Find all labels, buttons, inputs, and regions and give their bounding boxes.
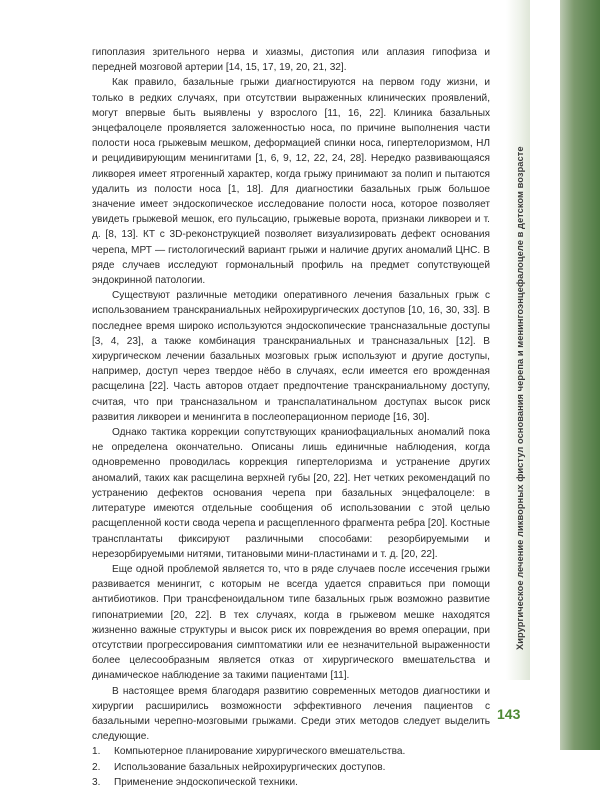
list-item xyxy=(92,744,490,759)
paragraph: Еще одной проблемой является то, что в ряде случаев после иссечения грыжи развивается менингит, с которым не всегда удается справиться при помощи антибиотиков. При трансфеноидальном типе базальных грыж возможно развитие гипонатриемии [20, 22]. В тех случаях, когда в грыжевом мешке находятся жизненно важные структуры и высок риск их повреждения во время операции, при отсутствии прогрессирования симптоматики или ее незначительной выраженности более целесообразным является отказ от хирургического вмешательства и динамическое наблюдение за такими пациентами [11]. xyxy=(92,563,490,682)
page-number: 143 xyxy=(497,706,521,722)
page-body xyxy=(92,45,490,790)
green-edge-band xyxy=(560,0,600,750)
list-number: 2. xyxy=(92,761,101,773)
running-title: Хирургическое лечение ликворных фистул основания черепа и менингоэнцефалоцеле в детском возрасте xyxy=(515,146,525,650)
list-text: Применение эндоскопической техники. xyxy=(114,776,298,788)
methods-list xyxy=(92,744,490,790)
list-item xyxy=(92,760,490,775)
list-number: 3. xyxy=(92,776,101,788)
list-text: Использование базальных нейрохирургических доступов. xyxy=(114,761,386,773)
paragraph: В настоящее время благодаря развитию современных методов диагностики и хирургии расширились возможности эффективного лечения пациентов с базальными черепно-мозговыми грыжами. Среди этих методов следует выделить следующие. xyxy=(92,685,490,743)
paragraph: Как правило, базальные грыжи диагностируются на первом году жизни, и только в редких случаях, при отсутствии выраженных клинических проявлений, могут впервые быть выявлены у взрослого [11, 16, 22]. Клиника базальных энцефалоцеле проявляется заложенностью носа, по причине выполнения части полости носа грыжевым мешком, деформацией спинки носа, гипертелоризмом, НЛ и рецидивирующим менингитами [1, 6, 9, 12, 22, 24, 28]. Нередко развивающаяся ликворея имеет ятрогенный характер, когда грыжу принимают за полип и пытаются удалить из полости носа [1, 18]. Для диагностики базальных грыж большое значение имеет эндоскопическое исследование полости носа, которое позволяет увидеть грыжевой мешок, его пульсацию, грыжевые ворота, признаки ликвореи и т. д. [8, 13]. КТ с 3D-реконструкцией позволяет визуализировать дефект основания черепа, МРТ — гистологический вариант грыжи и наличие других аномалий ЦНС. В ряде случаев исследуют гормональный профиль на предмет сопутствующей эндокринной патологии. xyxy=(92,77,490,287)
list-number: 1. xyxy=(92,746,101,758)
paragraph: Существуют различные методики оперативного лечения базальных грыж с использованием транскраниальных нейрохирургических доступов [10, 16, 30, 33]. В последнее время широко используются эндоскопические трансназальные доступы [3, 4, 23], а также комбинация транскраниальных и трансназальных [12]. В хирургическом лечении базальных мозговых грыж используют и другие доступы, например, доступ через твердое нёбо в случаях, если имеется его врожденная расщелина [22]. Часть авторов отдает предпочтение транскраниальному доступу, считая, что при трансназальном и транспалатинальном доступах высок риск развития ликвореи и менингита в послеоперационном периоде [16, 30]. xyxy=(92,290,490,423)
paragraph: гипоплазия зрительного нерва и хиазмы, дистопия или аплазия гипофиза и передней мозговой артерии [14, 15, 17, 19, 20, 21, 32]. xyxy=(92,47,490,74)
paragraph: Однако тактика коррекции сопутствующих краниофациальных аномалий пока не определена окончательно. Описаны лишь единичные наблюдения, когда одновременно проводилась коррекция гипертелоризма и устранение других аномалий, таких как расщелина верхней губы [20, 22]. Нет четких рекомендаций по устранению дефектов основания черепа при базальных энцефалоцеле: в литературе имеются отдельные сообщения об использовании с этой целью расщепленной кости свода черепа и расщепленного фрагмента ребра [20]. Костные трансплантаты фиксируют различными способами: резорбируемыми и нерезорбируемыми нитями, титановыми мини-пластинами и т. д. [20, 22]. xyxy=(92,427,490,560)
list-text: Компьютерное планирование хирургического вмешательства. xyxy=(114,746,406,758)
list-item xyxy=(92,775,490,790)
